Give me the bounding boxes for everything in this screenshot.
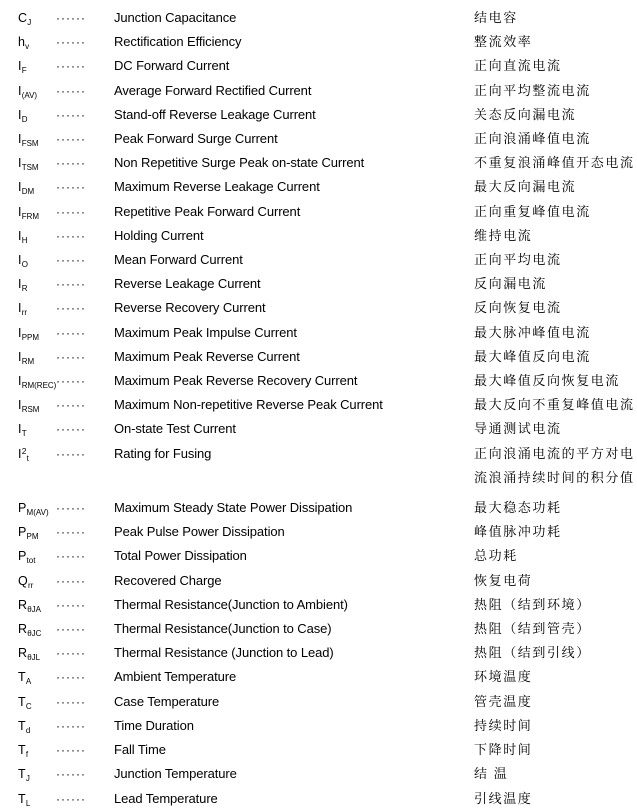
dots-leader: ······ [56, 349, 86, 364]
symbol-subscript: A [25, 677, 32, 687]
symbol-base: I [18, 277, 22, 292]
symbol [18, 6, 56, 30]
chinese-term [474, 417, 637, 441]
dots-leader: ······ [56, 277, 86, 292]
chinese-line: 结电容 [474, 10, 518, 25]
chinese-term [474, 762, 637, 786]
english-term: Rating for Fusing [114, 445, 212, 461]
glossary-row [18, 762, 637, 786]
glossary-row [18, 738, 637, 762]
chinese-line: 最大稳态功耗 [474, 500, 562, 516]
symbol-base: R [18, 646, 28, 661]
english-term: Thermal Resistance(Junction to Case) [114, 621, 332, 637]
english-term: Junction Temperature [114, 766, 237, 782]
dots-leader: ······ [56, 301, 86, 316]
symbol-base: R [18, 622, 28, 637]
english-term: Holding Current [114, 227, 204, 243]
chinese-line: 反向恢复电流 [474, 300, 562, 316]
dots-leader: ······ [56, 325, 86, 340]
chinese-term [474, 345, 637, 369]
symbol [18, 738, 56, 762]
chinese-term [474, 714, 637, 738]
chinese-line: 热阻（结到引线） [474, 645, 591, 661]
chinese-term [474, 200, 637, 224]
dots-leader: ······ [56, 35, 86, 50]
symbol-subscript: PPM [21, 332, 40, 342]
chinese-term [474, 665, 637, 689]
glossary-row [18, 714, 637, 738]
symbol-subscript: d [25, 725, 31, 735]
english-term: Fall Time [114, 742, 166, 758]
chinese-term [474, 296, 637, 320]
symbol-subscript: T [21, 429, 27, 439]
symbol-base: T [18, 670, 26, 685]
symbol [18, 417, 56, 441]
symbol-base: T [18, 791, 26, 806]
glossary-row [18, 54, 637, 78]
english-term: Peak Pulse Power Dissipation [114, 524, 285, 540]
dots-leader: ······ [56, 446, 86, 461]
glossary-row [18, 248, 637, 272]
english-term: Thermal Resistance (Junction to Lead) [114, 645, 334, 661]
symbol [18, 520, 56, 544]
chinese-term [474, 393, 637, 417]
english-term: Repetitive Peak Forward Current [114, 203, 301, 219]
chinese-line: 整流效率 [474, 34, 533, 50]
chinese-line: 关态反向漏电流 [474, 106, 577, 122]
english-term: Maximum Peak Impulse Current [114, 324, 297, 340]
glossary-row [18, 393, 637, 417]
glossary-row [18, 272, 637, 296]
glossary-row [18, 496, 637, 520]
symbol-base: T [18, 718, 26, 733]
symbol-subscript: (AV) [21, 90, 38, 100]
symbol [18, 103, 56, 127]
chinese-term [474, 442, 637, 490]
symbol-base: I [18, 204, 22, 219]
chinese-line: 环境温度 [474, 669, 533, 685]
glossary-row [18, 103, 637, 127]
english-term: Junction Capacitance [114, 10, 237, 25]
glossary-row [18, 442, 637, 490]
symbol-base: I [18, 180, 22, 195]
symbol-base: T [18, 694, 26, 709]
english-term: Stand-off Reverse Leakage Current [114, 106, 316, 122]
english-term: Rectification Efficiency [114, 34, 242, 50]
dots-leader: ······ [56, 204, 86, 219]
dots-leader: ······ [56, 422, 86, 437]
chinese-term [474, 79, 637, 103]
dots-leader: ······ [56, 670, 86, 685]
symbol [18, 569, 56, 593]
symbol-subscript: tot [26, 556, 36, 566]
english-term: DC Forward Current [114, 58, 230, 74]
english-term: Maximum Steady State Power Dissipation [114, 500, 353, 516]
symbol-base: h [18, 35, 26, 50]
chinese-line: 正向直流电流 [474, 58, 562, 74]
chinese-term [474, 641, 637, 665]
chinese-term [474, 175, 637, 199]
symbol-subscript: rr [21, 308, 28, 318]
english-term: Thermal Resistance(Junction to Ambient) [114, 596, 348, 612]
chinese-term [474, 369, 637, 393]
english-term: Case Temperature [114, 693, 220, 709]
symbol [18, 79, 56, 103]
chinese-line: 热阻（结到管壳） [474, 621, 591, 637]
chinese-line: 最大反向不重复峰值电流 [474, 397, 635, 413]
chinese-line: 持续时间 [474, 717, 533, 733]
symbol [18, 175, 56, 199]
symbol-base: I [18, 253, 22, 268]
symbol [18, 296, 56, 320]
chinese-term [474, 6, 637, 30]
chinese-line: 维持电流 [474, 227, 533, 243]
chinese-line: 热阻（结到环境） [474, 596, 591, 612]
symbol-base: I [18, 349, 22, 364]
dots-leader: ······ [56, 180, 86, 195]
symbol-base: I [18, 132, 22, 147]
symbol-base: I [18, 228, 22, 243]
symbol [18, 369, 56, 393]
symbol [18, 690, 56, 714]
chinese-term [474, 30, 637, 54]
symbol-subscript: RM(REC) [21, 381, 57, 391]
dots-leader: ······ [56, 791, 86, 806]
glossary-row [18, 321, 637, 345]
symbol-subscript: FSM [21, 139, 39, 149]
symbol [18, 127, 56, 151]
english-term: Reverse Leakage Current [114, 276, 261, 292]
dots-leader: ······ [56, 374, 86, 389]
dots-leader: ······ [56, 767, 86, 782]
dots-leader: ······ [56, 59, 86, 74]
dots-leader: ······ [56, 694, 86, 709]
symbol-subscript: rr [27, 580, 34, 590]
glossary-row [18, 296, 637, 320]
dots-leader: ······ [56, 11, 86, 25]
english-term: Ambient Temperature [114, 669, 237, 685]
symbol-base: I [18, 301, 22, 316]
dots-leader: ······ [56, 83, 86, 98]
symbol-subscript: v [25, 42, 30, 52]
chinese-line: 流浪涌持续时间的积分值 [474, 469, 635, 485]
dots-leader: ······ [56, 573, 86, 588]
symbol-subscript: R [21, 284, 28, 294]
chinese-line: 正向平均整流电流 [474, 82, 591, 98]
symbol [18, 641, 56, 665]
symbol [18, 248, 56, 272]
glossary-row [18, 690, 637, 714]
symbol-base: P [18, 501, 27, 516]
english-term: Total Power Dissipation [114, 548, 247, 564]
symbol [18, 151, 56, 175]
dots-leader: ······ [56, 107, 86, 122]
chinese-line: 总功耗 [474, 548, 518, 564]
chinese-term [474, 321, 637, 345]
chinese-line: 导通测试电流 [474, 421, 562, 437]
symbol [18, 321, 56, 345]
symbol [18, 544, 56, 568]
glossary-row [18, 6, 637, 30]
symbol-base: I [18, 422, 22, 437]
english-term: Mean Forward Current [114, 252, 243, 268]
symbol-subscript: TSM [21, 163, 39, 173]
chinese-line: 正向浪涌峰值电流 [474, 131, 591, 147]
symbol-subscript: PM [26, 532, 39, 542]
symbol [18, 714, 56, 738]
glossary-row [18, 787, 637, 811]
glossary-row [18, 593, 637, 617]
symbol [18, 200, 56, 224]
chinese-line: 最大峰值反向恢复电流 [474, 373, 621, 389]
symbol [18, 30, 56, 54]
symbol [18, 393, 56, 417]
chinese-term [474, 151, 637, 175]
glossary-row [18, 345, 637, 369]
symbol-subscript: D [21, 114, 28, 124]
english-term: Recovered Charge [114, 572, 222, 588]
symbol [18, 496, 56, 520]
chinese-term [474, 272, 637, 296]
symbol-base: P [18, 525, 27, 540]
chinese-line: 管壳温度 [474, 693, 533, 709]
symbol-subscript: θJL [27, 653, 41, 663]
symbol [18, 272, 56, 296]
english-term: Maximum Peak Reverse Current [114, 348, 300, 364]
symbol-base: I [18, 325, 22, 340]
glossary-row [18, 224, 637, 248]
chinese-term [474, 496, 637, 520]
glossary-row [18, 175, 637, 199]
glossary-row [18, 665, 637, 689]
english-term: Reverse Recovery Current [114, 300, 266, 316]
dots-leader: ······ [56, 525, 86, 540]
chinese-term [474, 593, 637, 617]
symbol-subscript: C [25, 701, 32, 711]
symbol-base: I [18, 83, 22, 98]
symbol-base: P [18, 549, 27, 564]
chinese-line: 引线温度 [474, 790, 533, 806]
english-term: Maximum Reverse Leakage Current [114, 179, 320, 195]
chinese-line: 最大反向漏电流 [474, 179, 577, 195]
symbol-subscript: J [27, 18, 32, 27]
symbol-subscript: θJA [27, 604, 42, 614]
glossary-row [18, 30, 637, 54]
chinese-term [474, 617, 637, 641]
glossary-row [18, 417, 637, 441]
chinese-line: 结 温 [474, 766, 509, 782]
chinese-line: 正向重复峰值电流 [474, 203, 591, 219]
symbol [18, 787, 56, 811]
symbol-subscript: t [26, 453, 29, 463]
symbol-base: T [18, 767, 26, 782]
english-term: On-state Test Current [114, 421, 236, 437]
english-term: Maximum Non-repetitive Reverse Peak Current [114, 397, 383, 413]
dots-leader: ······ [56, 253, 86, 268]
symbol [18, 762, 56, 786]
chinese-term [474, 248, 637, 272]
glossary-row [18, 544, 637, 568]
dots-leader: ······ [56, 743, 86, 758]
chinese-term [474, 224, 637, 248]
chinese-term [474, 127, 637, 151]
symbol-subscript: F [21, 66, 27, 76]
symbol-base: I [18, 156, 22, 171]
symbol [18, 54, 56, 78]
chinese-line: 不重复浪涌峰值开态电流 [474, 155, 635, 171]
symbol-subscript: FRM [21, 211, 40, 221]
english-term: Peak Forward Surge Current [114, 131, 278, 147]
symbol-base: C [18, 11, 28, 25]
chinese-line: 恢复电荷 [474, 572, 533, 588]
symbol-subscript: RM [21, 356, 35, 366]
glossary-row [18, 151, 637, 175]
symbol-subscript: f [25, 750, 29, 760]
dots-leader: ······ [56, 718, 86, 733]
dots-leader: ······ [56, 646, 86, 661]
glossary-row [18, 79, 637, 103]
chinese-line: 最大峰值反向电流 [474, 348, 591, 364]
symbol-subscript: H [21, 235, 28, 245]
chinese-line: 正向平均电流 [474, 252, 562, 268]
chinese-term [474, 520, 637, 544]
chinese-term [474, 569, 637, 593]
chinese-line: 下降时间 [474, 742, 533, 758]
symbol [18, 665, 56, 689]
dots-leader: ······ [56, 132, 86, 147]
glossary-row [18, 569, 637, 593]
chinese-line: 峰值脉冲功耗 [474, 524, 562, 540]
symbol [18, 345, 56, 369]
dots-leader: ······ [56, 549, 86, 564]
dots-leader: ······ [56, 622, 86, 637]
symbol-base: I [18, 107, 22, 122]
glossary-row [18, 520, 637, 544]
chinese-term [474, 787, 637, 811]
english-term: Lead Temperature [114, 790, 218, 806]
symbol-subscript: J [25, 774, 30, 784]
glossary-row [18, 641, 637, 665]
symbol-base: Q [18, 573, 28, 588]
dots-leader: ······ [56, 597, 86, 612]
symbol-base: R [18, 597, 28, 612]
chinese-line: 正向浪涌电流的平方对电 [474, 445, 635, 461]
symbol-subscript: O [21, 260, 28, 270]
symbol [18, 617, 56, 641]
chinese-term [474, 690, 637, 714]
chinese-term [474, 544, 637, 568]
dots-leader: ······ [56, 501, 86, 516]
symbol-subscript: DM [21, 187, 35, 197]
symbol [18, 224, 56, 248]
chinese-line: 反向漏电流 [474, 276, 548, 292]
chinese-term [474, 738, 637, 762]
symbol-base: I [18, 59, 22, 74]
symbol-subscript: M(AV) [26, 508, 49, 518]
glossary-row [18, 617, 637, 641]
symbol [18, 442, 56, 466]
symbol-base: I [18, 398, 22, 413]
symbol-base: I [18, 446, 22, 461]
symbol [18, 593, 56, 617]
symbol-subscript: θJC [27, 629, 42, 639]
glossary-row [18, 369, 637, 393]
symbol-base: I [18, 374, 22, 389]
english-term: Maximum Peak Reverse Recovery Current [114, 373, 358, 389]
symbol-subscript: RSM [21, 405, 40, 415]
english-term: Time Duration [114, 717, 194, 733]
english-term: Non Repetitive Surge Peak on-state Current [114, 155, 365, 171]
glossary-table [18, 6, 637, 811]
symbol-superscript: 2 [21, 445, 27, 456]
english-term: Average Forward Rectified Current [114, 82, 312, 98]
dots-leader: ······ [56, 228, 86, 243]
chinese-term [474, 54, 637, 78]
dots-leader: ······ [56, 156, 86, 171]
glossary-row [18, 127, 637, 151]
glossary-row [18, 200, 637, 224]
symbol-subscript: L [25, 798, 31, 808]
chinese-line: 最大脉冲峰值电流 [474, 324, 591, 340]
symbol-base: T [18, 743, 26, 758]
chinese-term [474, 103, 637, 127]
dots-leader: ······ [56, 398, 86, 413]
